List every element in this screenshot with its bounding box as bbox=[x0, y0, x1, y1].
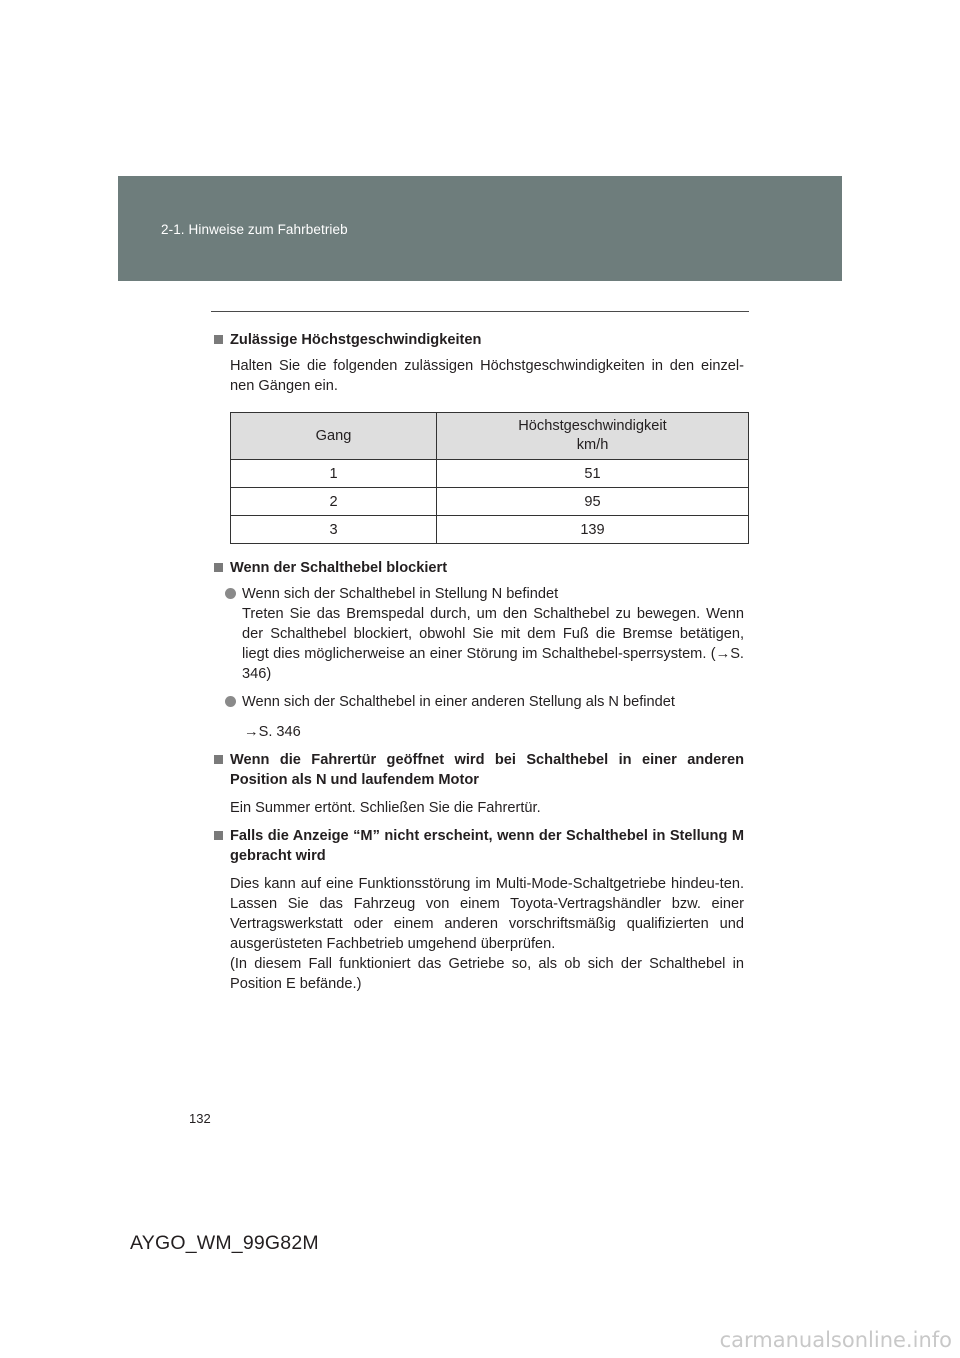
document-code: AYGO_WM_99G82M bbox=[130, 1232, 319, 1254]
table-header-row bbox=[231, 413, 749, 460]
door-text: Ein Summer ertönt. Schließen Sie die Fahrertür. bbox=[230, 800, 541, 816]
square-bullet-icon bbox=[214, 563, 223, 572]
table-row bbox=[231, 460, 749, 488]
gear-cell: 3 bbox=[231, 516, 437, 544]
bullet-title: Wenn sich der Schalthebel in Stellung N befindet bbox=[242, 586, 559, 602]
table-row bbox=[231, 516, 749, 544]
speed-text: Halten Sie die folgenden zulässigen Höchstgeschwindigkeiten in den einzel-nen Gängen ein. bbox=[230, 358, 744, 394]
gear-cell: 1 bbox=[231, 460, 437, 488]
bullet-text: Treten Sie das Bremspedal durch, um den Schalthebel zu bewegen. Wenn der Schalthebel blockiert, obwohl Sie mit dem Fuß die Bremse betätigen, liegt dies möglicherweise an einer Störung im Schalthebel-sperrsystem. (→S. 346) bbox=[242, 606, 744, 682]
speed-cell: 139 bbox=[437, 516, 749, 544]
circle-bullet-icon bbox=[225, 696, 236, 707]
page-number: 132 bbox=[189, 1111, 211, 1126]
circle-bullet-icon bbox=[225, 588, 236, 599]
indicator-heading: Falls die Anzeige “M” nicht erscheint, wenn der Schalthebel in Stellung M gebracht wird bbox=[214, 826, 744, 866]
section-title: 2-1. Hinweise zum Fahrbetrieb bbox=[161, 222, 348, 237]
indicator-note: (In diesem Fall funktioniert das Getriebe so, als ob sich der Schalthebel in Position E befände.) bbox=[230, 956, 744, 992]
speed-heading: Zulässige Höchstgeschwindigkeiten bbox=[214, 330, 744, 350]
page-reference: →S. 346 bbox=[244, 724, 301, 740]
square-bullet-icon bbox=[214, 831, 223, 840]
indicator-text: Dies kann auf eine Funktionsstörung im Multi-Mode-Schaltgetriebe hindeu-ten. Lassen Sie das Fahrzeug von einem Toyota-Vertragshändler bzw. einer Vertragswerkstatt oder einem anderen vorschriftsmäßig qualifizierten und ausgerüsteten Fachbetrieb umgehend überprüfen. bbox=[230, 876, 744, 952]
header-gear: Gang bbox=[231, 413, 437, 460]
speed-table bbox=[230, 412, 749, 544]
speed-cell: 95 bbox=[437, 488, 749, 516]
main-content bbox=[214, 330, 744, 994]
blocked-heading: Wenn der Schalthebel blockiert bbox=[214, 558, 744, 578]
header-speed: Höchstgeschwindigkeit km/h bbox=[437, 413, 749, 460]
section-header-band bbox=[118, 176, 842, 281]
bullet-title: Wenn sich der Schalthebel in einer anderen Stellung als N befindet bbox=[242, 694, 675, 710]
watermark: carmanualsonline.info bbox=[719, 1328, 952, 1352]
speed-cell: 51 bbox=[437, 460, 749, 488]
square-bullet-icon bbox=[214, 755, 223, 764]
table-row bbox=[231, 488, 749, 516]
list-item bbox=[225, 692, 744, 712]
gear-cell: 2 bbox=[231, 488, 437, 516]
door-heading: Wenn die Fahrertür geöffnet wird bei Schalthebel in einer anderen Position als N und laufendem Motor bbox=[214, 750, 744, 790]
square-bullet-icon bbox=[214, 335, 223, 344]
list-item bbox=[225, 584, 744, 684]
divider-rule bbox=[211, 311, 749, 312]
